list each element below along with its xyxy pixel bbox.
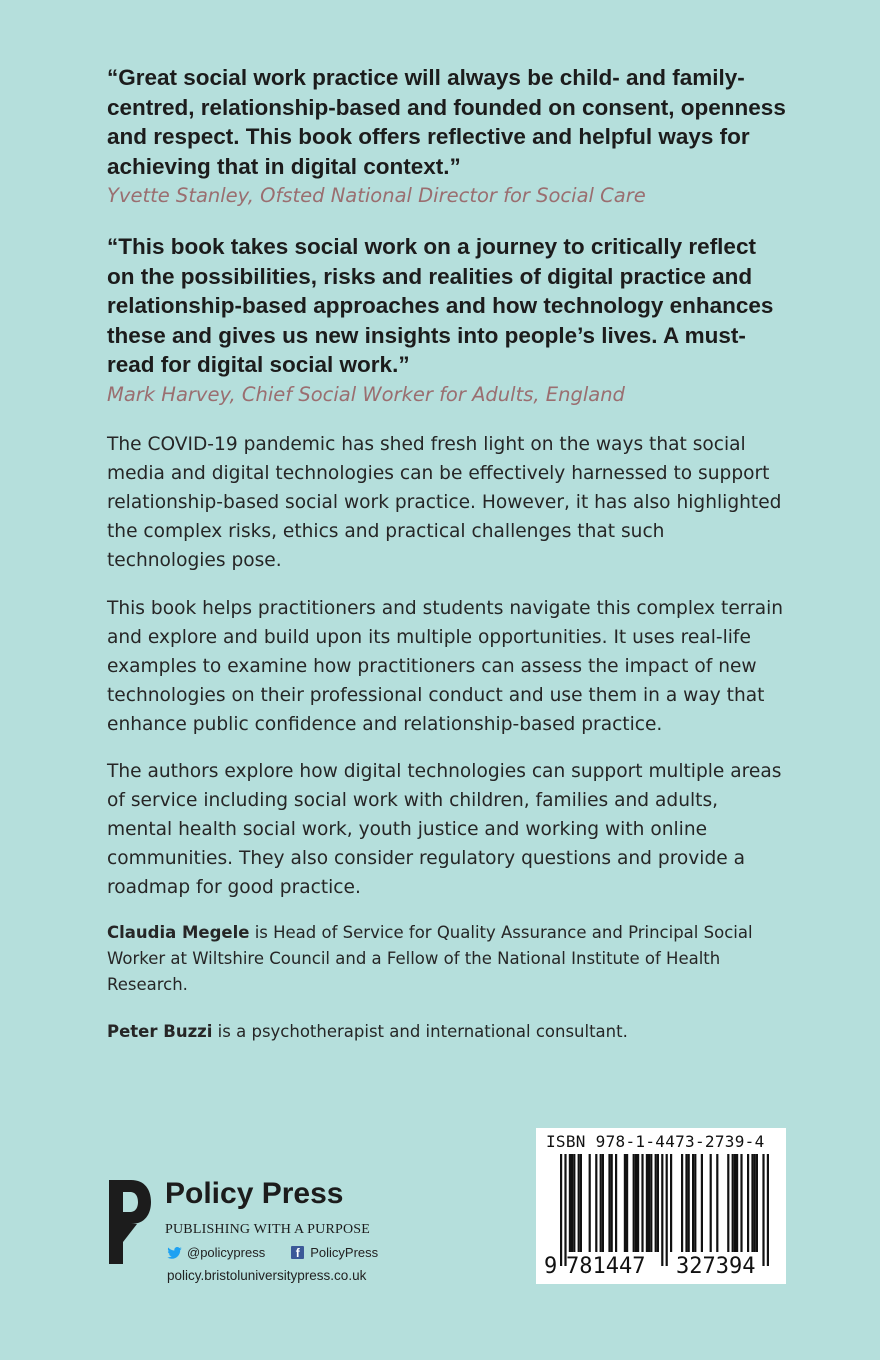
barcode-bar — [751, 1154, 753, 1252]
barcode-bar — [666, 1154, 668, 1266]
twitter-handle: @policypress — [187, 1245, 266, 1260]
barcode-bar — [578, 1154, 580, 1252]
barcode-bar — [571, 1154, 573, 1252]
endorsement-quote: “Great social work practice will always be child- and family-centred, relationship-based and founded on consent, openness and respect. This book offers reflective and helpful ways for achieving that in digital context.” — [107, 65, 786, 179]
barcode-bar — [611, 1154, 613, 1252]
facebook-icon: f — [291, 1246, 304, 1259]
barcode-bar — [727, 1154, 729, 1252]
barcode-bar — [685, 1154, 687, 1252]
barcode-digits-right: 327394 — [676, 1254, 756, 1279]
barcode-bar — [589, 1154, 591, 1252]
barcode-bar — [701, 1154, 703, 1252]
isbn-barcode — [536, 1128, 786, 1284]
barcode-bar — [692, 1154, 694, 1252]
barcode-bar — [756, 1154, 758, 1252]
description-paragraph-2: This book helps practitioners and students navigate this complex terrain and explore and build upon its multiple opportunities. It uses real-life examples to examine how practitioners can assess the impact of new technologies on their professional conduct and use them in a way that enhance public confidence and relationship-based practice. — [107, 598, 784, 735]
barcode-bar — [626, 1154, 628, 1252]
author-bio-text: is a psychotherapist and international consultant. — [212, 1022, 628, 1041]
author-bio-2 — [107, 1019, 777, 1045]
endorsement-quote: “This book takes social work on a journey to critically reflect on the possibilities, risks and realities of digital practice and relationship-based approaches and how technology enhances these and gives us new insights into people’s lives. A must-read for digital social work.” — [107, 234, 774, 377]
barcode-bar — [624, 1154, 626, 1252]
publisher-social — [167, 1245, 378, 1260]
barcode-bar — [710, 1154, 712, 1252]
barcode-bar — [633, 1154, 635, 1252]
publisher-name: Policy Press — [165, 1177, 344, 1210]
endorsement-1 — [107, 63, 787, 210]
isbn-label: ISBN 978-1-4473-2739-4 — [546, 1132, 765, 1151]
barcode-bar — [564, 1154, 566, 1266]
barcode-digits-left: 781447 — [566, 1254, 646, 1279]
endorsement-attribution: Mark Harvey, Chief Social Worker for Adults, England — [107, 382, 625, 406]
barcode-bar — [600, 1154, 602, 1252]
barcode-bar — [734, 1154, 736, 1252]
barcode-bar — [615, 1154, 617, 1252]
barcode-bar — [635, 1154, 637, 1252]
barcode-bar — [646, 1154, 648, 1252]
publisher-tagline: PUBLISHING WITH A PURPOSE — [165, 1222, 371, 1237]
barcode-bar — [560, 1154, 562, 1266]
barcode-bar — [569, 1154, 571, 1252]
facebook-handle: PolicyPress — [310, 1245, 379, 1260]
author-name: Peter Buzzi — [107, 1022, 213, 1041]
barcode-bar — [573, 1154, 575, 1252]
barcode-bar — [767, 1154, 769, 1266]
barcode-bar — [648, 1154, 650, 1252]
barcode-bar — [637, 1154, 639, 1252]
publisher-block — [107, 1175, 407, 1295]
barcode-bar — [754, 1154, 756, 1252]
barcode-bar — [608, 1154, 610, 1252]
barcode-bar — [736, 1154, 738, 1252]
author-name: Claudia Megele — [107, 923, 250, 942]
barcode-bar — [762, 1154, 764, 1266]
barcode-digit-first: 9 — [544, 1254, 558, 1279]
barcode-bar — [670, 1154, 672, 1252]
barcode-bar — [681, 1154, 683, 1252]
description-paragraph-3: The authors explore how digital technologies can support multiple areas of service including social work with children, families and adults, mental health social work, youth justice and working with online communities. They also consider regulatory questions and provide a roadmap for good practice. — [107, 761, 782, 898]
barcode-bar — [694, 1154, 696, 1252]
policy-press-logo-icon — [107, 1178, 153, 1266]
barcode-bar — [657, 1154, 659, 1252]
barcode-bar — [602, 1154, 604, 1252]
publisher-url: policy.bristoluniversitypress.co.uk — [167, 1268, 367, 1283]
barcode-bar — [641, 1154, 643, 1252]
description-paragraph-1: The COVID-19 pandemic has shed fresh light on the ways that social media and digital technologies can be effectively harnessed to support relationship-based social work practice. However, it has also highlighted the complex risks, ethics and practical challenges that such technologies pose. — [107, 434, 782, 571]
barcode-bar — [747, 1154, 749, 1252]
twitter-bird-icon — [167, 1247, 182, 1259]
barcode-bar — [661, 1154, 663, 1266]
barcode-bars — [546, 1154, 778, 1266]
endorsement-attribution: Yvette Stanley, Ofsted National Director for Social Care — [107, 184, 646, 207]
barcode-bar — [740, 1154, 742, 1252]
endorsement-2 — [107, 232, 787, 409]
barcode-bar — [580, 1154, 582, 1252]
author-bio-text: is Head of Service for Quality Assurance and Principal Social Worker at Wiltshire Council and a Fellow of the National Institute of Health Research. — [107, 923, 753, 994]
barcode-bar — [688, 1154, 690, 1252]
barcode-bar — [716, 1154, 718, 1252]
barcode-bar — [732, 1154, 734, 1252]
barcode-bar — [595, 1154, 597, 1252]
author-bio-1 — [107, 920, 777, 998]
barcode-bar — [655, 1154, 657, 1252]
barcode-bar — [650, 1154, 652, 1252]
